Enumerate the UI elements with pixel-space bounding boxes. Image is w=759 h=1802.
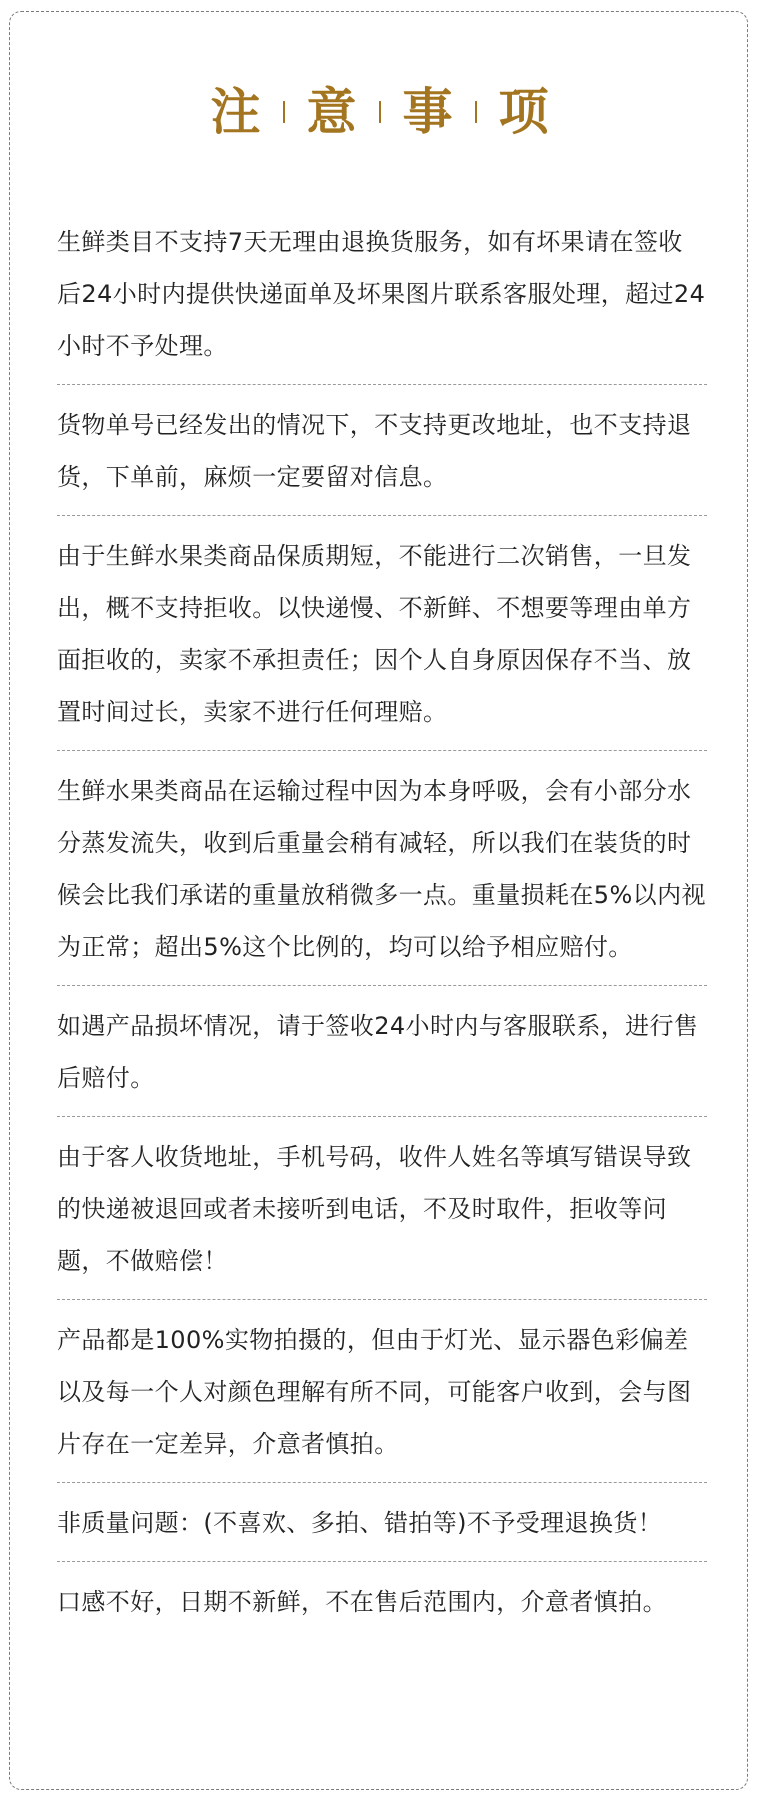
section-divider [57,1299,707,1300]
notice-item-address-change: 货物单号已经发出的情况下，不支持更改地址，也不支持退货，下单前，麻烦一定要留对信息。 [57,411,692,491]
notice-item-color-difference: 产品都是100%实物拍摄的，但由于灯光、显示器色彩偏差以及每一个人对颜色理解有所不同，可能客户收到，会与图片存在一定差异，介意者慎拍。 [57,1326,692,1458]
notice-item-weight-loss: 生鲜水果类商品在运输过程中因为本身呼吸，会有小部分水分蒸发流失，收到后重量会稍有减轻，所以我们在装货的时候会比我们承诺的重量放稍微多一点。重量损耗在5%以内视为正常；超出5%这个比例的，均可以给予相应赔付。 [57,777,706,961]
notice-list [57,216,707,1628]
section-divider [57,985,707,986]
notice-item-non-quality: 非质量问题：(不喜欢、多拍、错拍等)不予受理退换货！ [57,1509,663,1537]
section-divider [57,1116,707,1117]
section-divider [57,384,707,385]
title-char-2: 意 [306,82,357,141]
section-divider [57,1561,707,1562]
title-char-1: 注 [210,82,261,141]
section-divider [57,515,707,516]
notice-item-fresh-no-return: 生鲜类目不支持7天无理由退换货服务，如有坏果请在签收后24小时内提供快递面单及坏果图片联系客服处理，超过24小时不予处理。 [57,228,706,360]
title-char-4: 项 [498,82,549,141]
notice-item-damage-claim: 如遇产品损坏情况，请于签收24小时内与客服联系，进行售后赔付。 [57,1012,699,1092]
notice-item-wrong-info: 由于客人收货地址，手机号码，收件人姓名等填写错误导致的快递被退回或者未接听到电话，不及时取件，拒收等问题，不做赔偿！ [57,1143,692,1275]
page-title [0,80,759,144]
title-char-3: 事 [402,82,453,141]
section-divider [57,1482,707,1483]
section-divider [57,750,707,751]
notice-item-no-rejection: 由于生鲜水果类商品保质期短，不能进行二次销售，一旦发出，概不支持拒收。以快递慢、不新鲜、不想要等理由单方面拒收的，卖家不承担责任；因个人自身原因保存不当、放置时间过长，卖家不进行任何理赔。 [57,542,692,726]
notice-item-taste-freshness: 口感不好，日期不新鲜，不在售后范围内，介意者慎拍。 [57,1588,667,1616]
